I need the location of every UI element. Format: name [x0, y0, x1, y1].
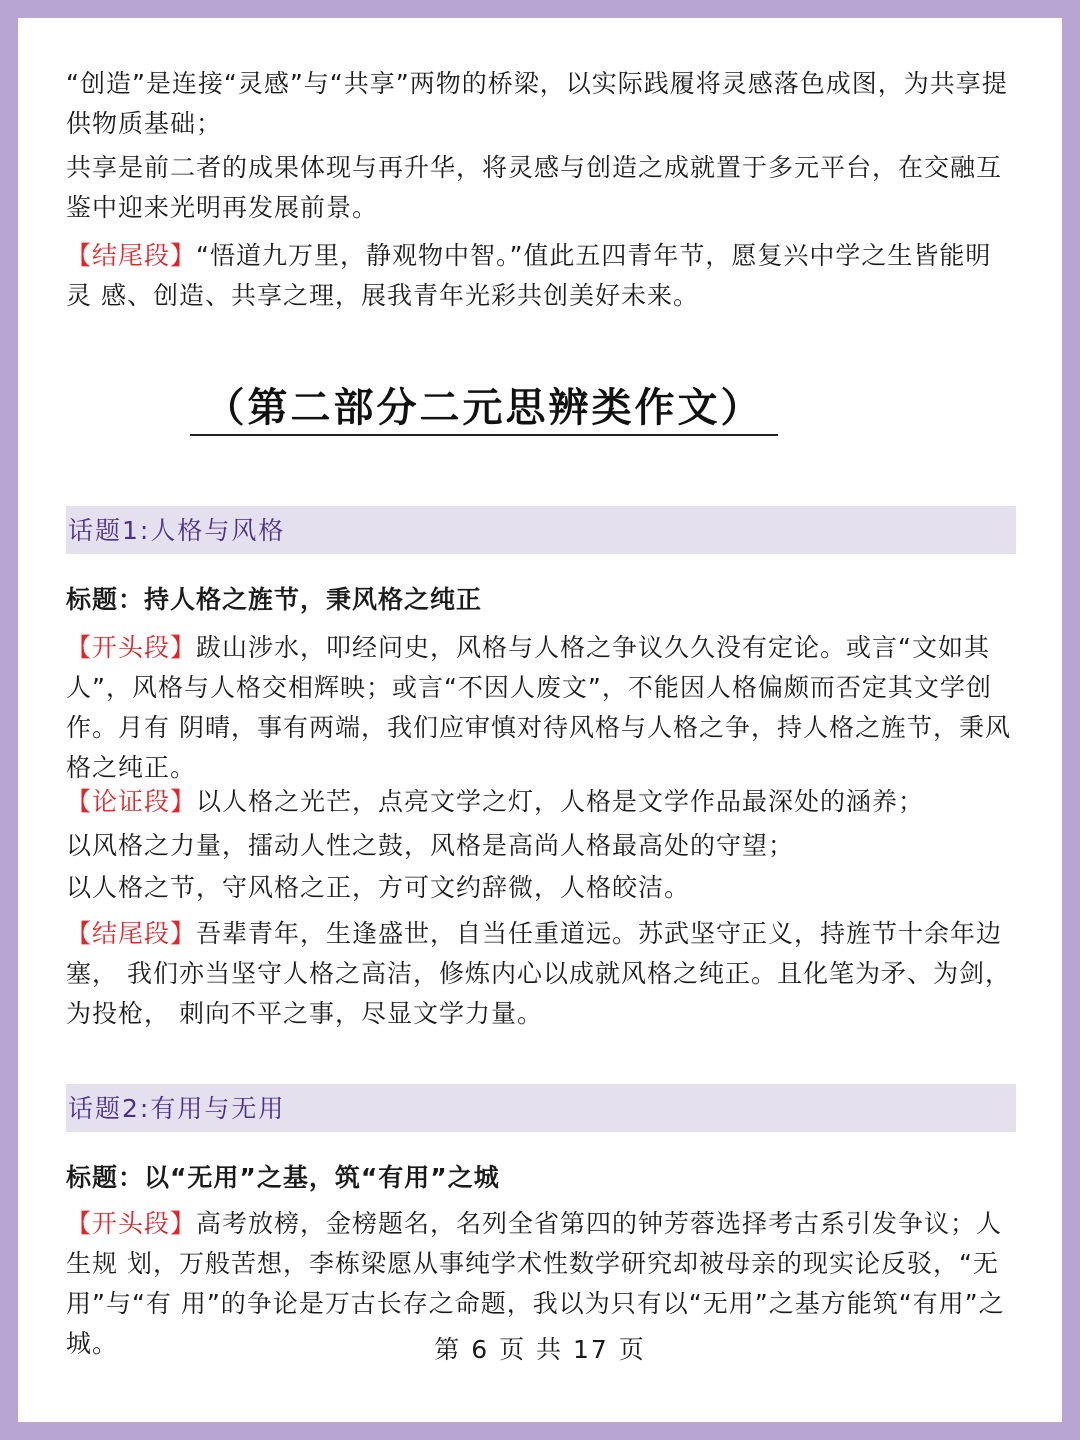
- paragraph-creation: “创造”是连接“灵感”与“共享”两物的桥梁，以实际践履将灵感落色成图，为共享提供物质基础；: [66, 69, 1008, 138]
- opening-tag: 【开头段】: [66, 1209, 197, 1238]
- topic-1-argument-3: 以人格之节，守风格之正，方可文约辞微，人格皎洁。: [66, 873, 691, 902]
- topic-1-ending: 【结尾段】吾辈青年，生逢盛世，自当任重道远。苏武坚守正义，持旌节十余年边塞， 我们亦当坚守人格之高洁，修炼内心以成就风格之纯正。且化笔为矛、为剑，为投枪， 刺向不平之事，尽显文学力量。: [66, 919, 1011, 1028]
- paragraph-ending: 【结尾段】“悟道九万里，静观物中智。”值此五四青年节，愿复兴中学之生皆能明灵 感、创造、共享之理，展我青年光彩共创美好未来。: [66, 241, 992, 310]
- opening-tag: 【开头段】: [66, 633, 197, 662]
- topic-2-bar: 话题2:有用与无用: [66, 1084, 1016, 1132]
- document-page: [18, 18, 1062, 1422]
- topic-1-opening: 【开头段】跋山涉水，叩经问史，风格与人格之争议久久没有定论。或言“文如其人”，风格与人格交相辉映；或言“不因人废文”，不能因人格偏颇而否定其文学创作。月有 阴晴，事有两端，我们应审慎对待风格与人格之争，持人格之旌节，秉风格之纯正。: [66, 633, 1011, 782]
- paragraph-sharing: 共享是前二者的成果体现与再升华，将灵感与创造之成就置于多元平台，在交融互鉴中迎来光明再发展前景。: [66, 153, 1003, 222]
- page-footer: 第 6 页 共 17 页: [434, 1335, 646, 1364]
- ending-tag: 【结尾段】: [66, 919, 197, 948]
- topic-1-argument: 【论证段】以人格之光芒，点亮文学之灯，人格是文学作品最深处的涵养；: [66, 787, 925, 816]
- part-title: （第二部分二元思辨类作文）: [190, 386, 778, 436]
- topic-2-title: 标题：以“无用”之基，筑“有用”之城: [66, 1163, 500, 1192]
- topic-1-argument-2: 以风格之力量，擂动人性之鼓，风格是高尚人格最高处的守望；: [66, 831, 795, 860]
- topic-1-bar: 话题1:人格与风格: [66, 506, 1016, 554]
- topic-2-opening: 【开头段】高考放榜，金榜题名，名列全省第四的钟芳蓉选择考古系引发争议；人生规 划，万般苦想，李栋梁愿从事纯学术性数学研究却被母亲的现实论反驳，“无用”与“有 用”的争论是万古长存之命题，我以为只有以“无用”之基方能筑“有用”之城。: [66, 1209, 1005, 1358]
- topic-1-title: 标题：持人格之旌节，秉风格之纯正: [66, 585, 483, 614]
- ending-tag: 【结尾段】: [66, 241, 197, 270]
- argument-tag: 【论证段】: [66, 787, 197, 816]
